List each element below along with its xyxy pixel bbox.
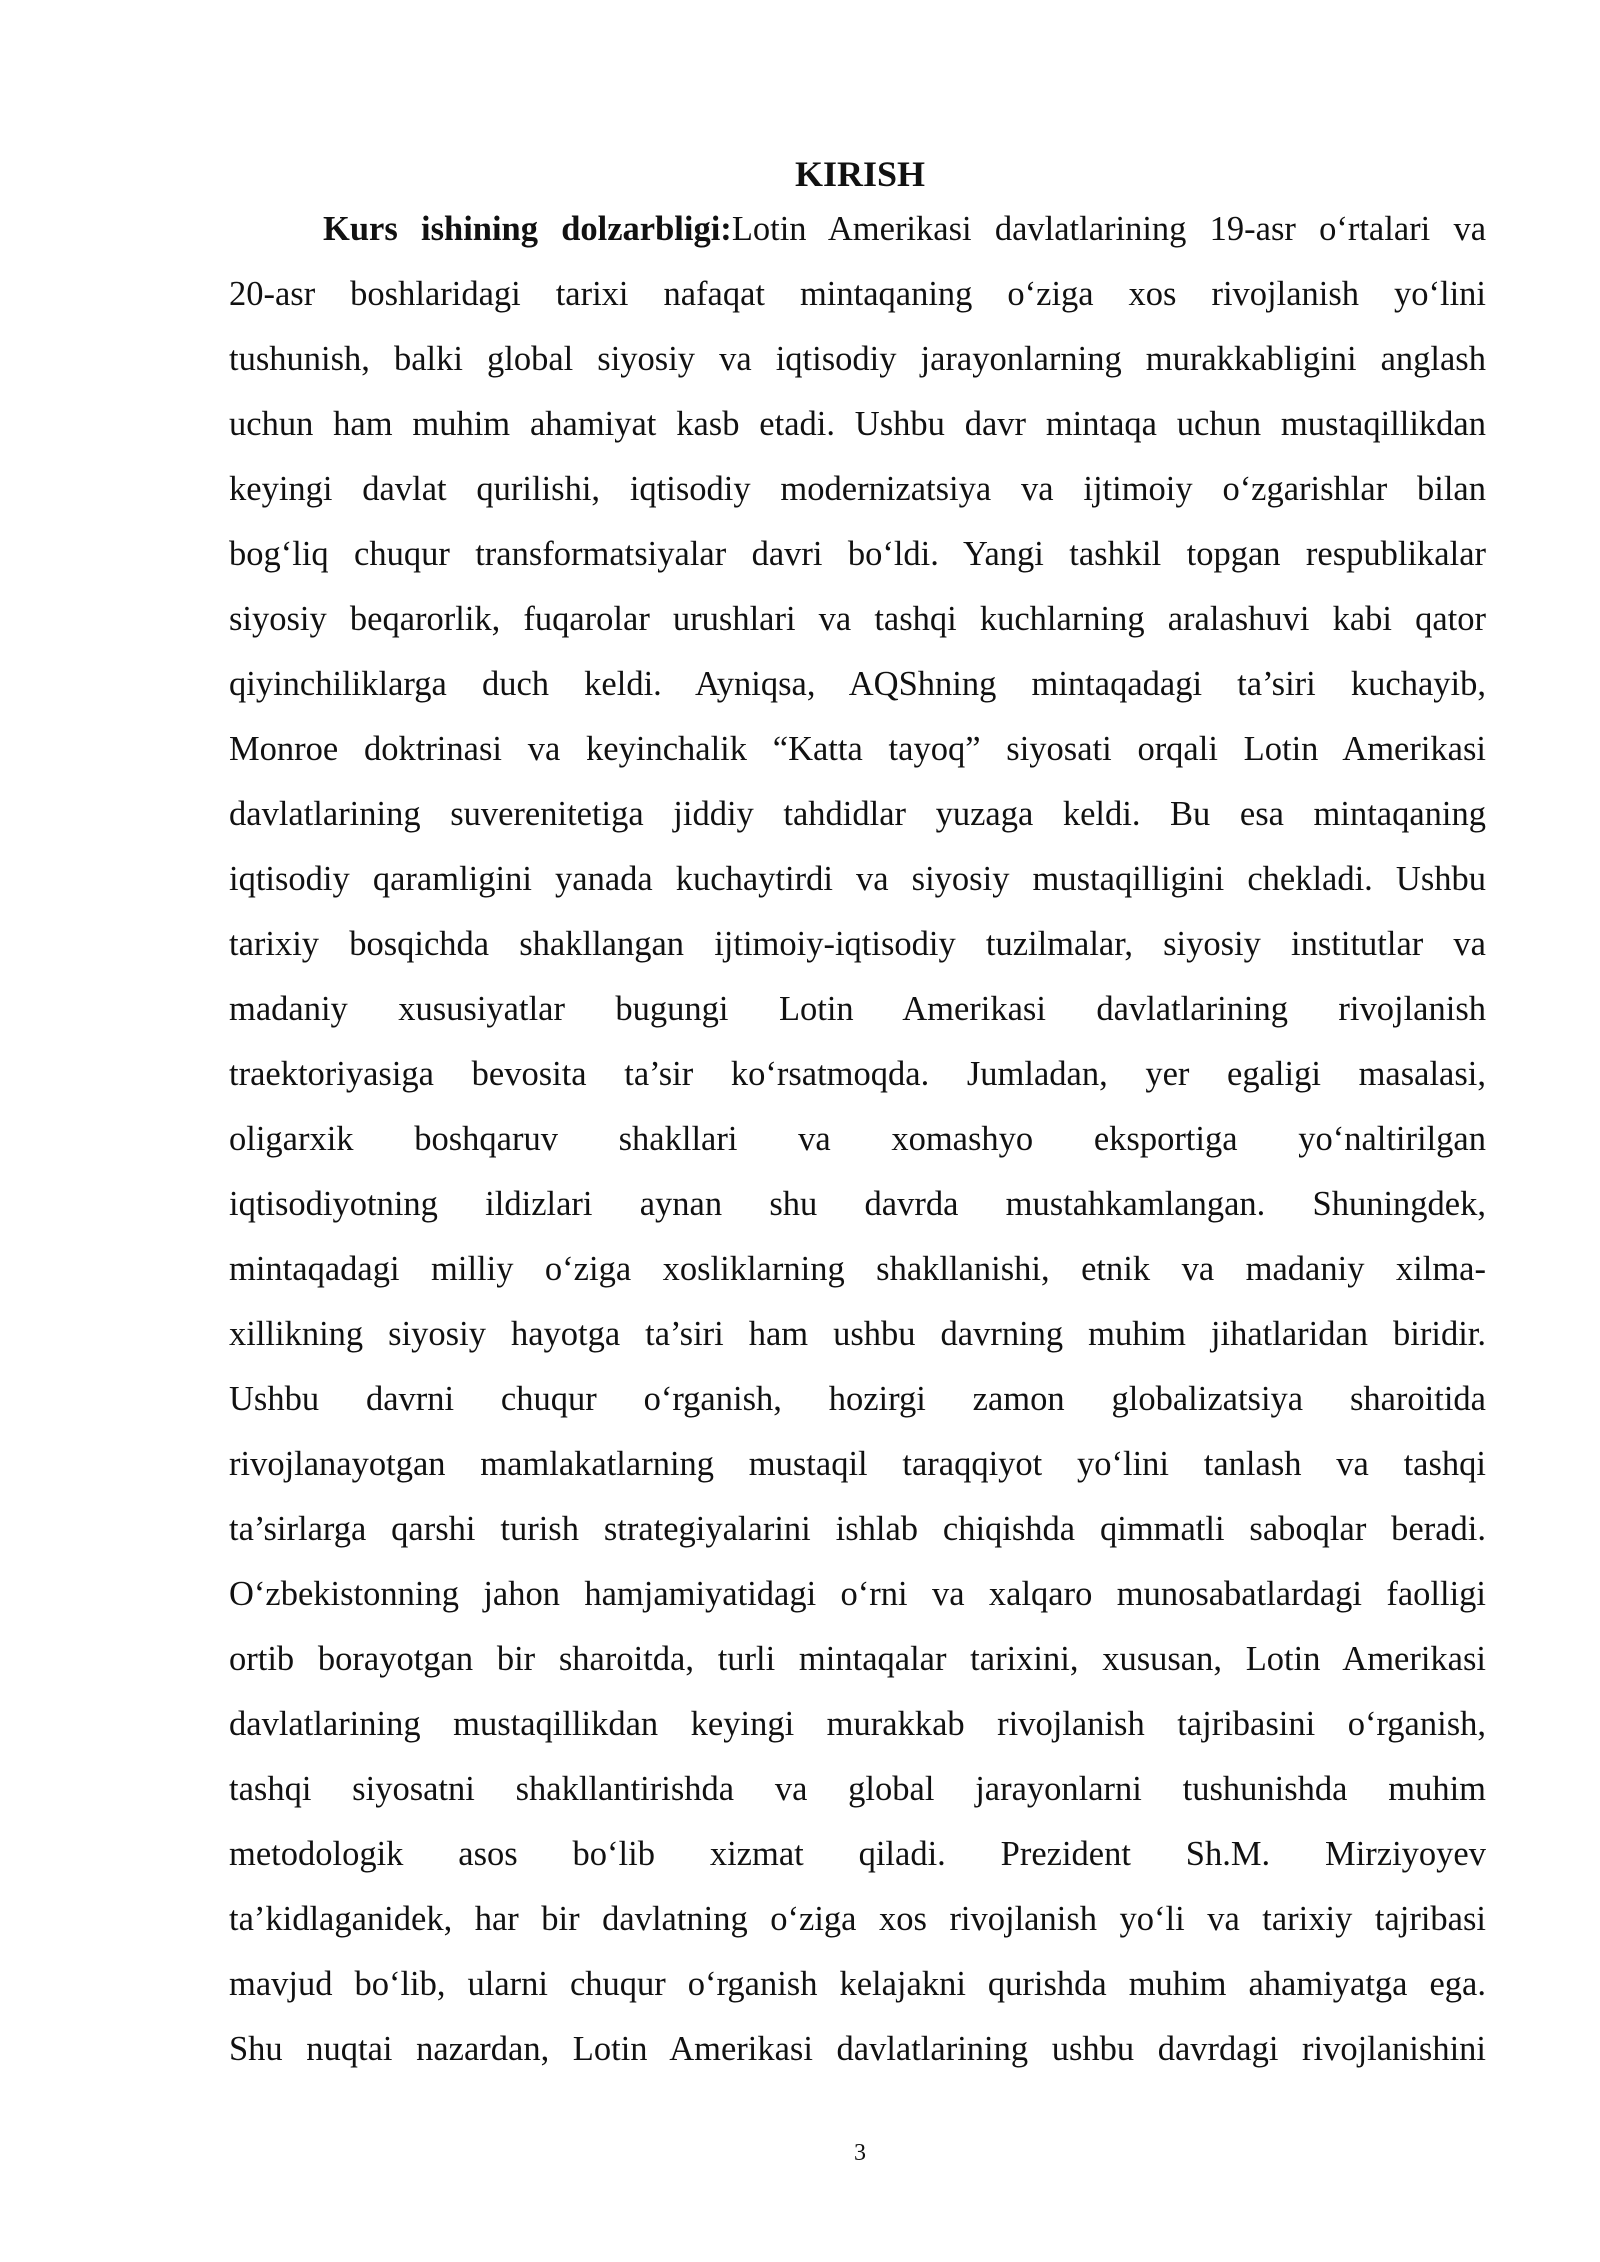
paragraph-line: O‘zbekistonning jahon hamjamiyatidagi o‘rni va xalqaro munosabatlardagi faolligi xyxy=(229,1575,1486,1613)
paragraph-line: Shu nuqtai nazardan, Lotin Amerikasi davlatlarining ushbu davrdagi rivojlanishini xyxy=(229,2030,1486,2068)
paragraph-line: ta’kidlaganidek, har bir davlatning o‘ziga xos rivojlanish yo‘li va tarixiy tajribasi xyxy=(229,1900,1486,1938)
paragraph-line: metodologik asos bo‘lib xizmat qiladi. Prezident Sh.M. Mirziyoyev xyxy=(229,1835,1486,1873)
paragraph-line: uchun ham muhim ahamiyat kasb etadi. Ushbu davr mintaqa uchun mustaqillikdan xyxy=(229,405,1486,443)
paragraph-line: 20-asr boshlaridagi tarixi nafaqat mintaqaning o‘ziga xos rivojlanish yo‘lini xyxy=(229,275,1486,313)
paragraph-line: tushunish, balki global siyosiy va iqtisodiy jarayonlarning murakkabligini anglash xyxy=(229,340,1486,378)
paragraph-line: siyosiy beqarorlik, fuqarolar urushlari va tashqi kuchlarning aralashuvi kabi qator xyxy=(229,600,1486,638)
paragraph-line: mintaqadagi milliy o‘ziga xosliklarning shakllanishi, etnik va madaniy xilma- xyxy=(229,1250,1486,1288)
paragraph-line: xillikning siyosiy hayotga ta’siri ham ushbu davrning muhim jihatlaridan biridir. xyxy=(229,1315,1486,1353)
paragraph-line-text: Lotin Amerikasi davlatlarining 19-asr o‘rtalari va xyxy=(731,210,1487,248)
section-lead-label: Kurs ishining dolzarbligi: xyxy=(323,210,732,248)
body-paragraph xyxy=(229,197,1486,2082)
paragraph-line: ta’sirlarga qarshi turish strategiyalarini ishlab chiqishda qimmatli saboqlar beradi. xyxy=(229,1510,1486,1548)
page-title: KIRISH xyxy=(794,154,926,194)
paragraph-line xyxy=(229,197,1486,262)
paragraph-line: iqtisodiyotning ildizlari aynan shu davrda mustahkamlangan. Shuningdek, xyxy=(229,1185,1486,1223)
paragraph-line: ortib borayotgan bir sharoitda, turli mintaqalar tarixini, xususan, Lotin Amerikasi xyxy=(229,1640,1486,1678)
paragraph-line: davlatlarining mustaqillikdan keyingi murakkab rivojlanish tajribasini o‘rganish, xyxy=(229,1705,1486,1743)
paragraph-line: traektoriyasiga bevosita ta’sir ko‘rsatmoqda. Jumladan, yer egaligi masalasi, xyxy=(229,1055,1486,1093)
paragraph-line: mavjud bo‘lib, ularni chuqur o‘rganish kelajakni qurishda muhim ahamiyatga ega. xyxy=(229,1965,1486,2003)
paragraph-line: oligarxik boshqaruv shakllari va xomashyo eksportiga yo‘naltirilgan xyxy=(229,1120,1486,1158)
paragraph-line: bog‘liq chuqur transformatsiyalar davri bo‘ldi. Yangi tashkil topgan respublikalar xyxy=(229,535,1486,573)
paragraph-line: rivojlanayotgan mamlakatlarning mustaqil taraqqiyot yo‘lini tanlash va tashqi xyxy=(229,1445,1486,1483)
paragraph-line: keyingi davlat qurilishi, iqtisodiy modernizatsiya va ijtimoiy o‘zgarishlar bilan xyxy=(229,470,1486,508)
page-number: 3 xyxy=(854,2140,866,2166)
paragraph-line: davlatlarining suverenitetiga jiddiy tahdidlar yuzaga keldi. Bu esa mintaqaning xyxy=(229,795,1486,833)
paragraph-line: Ushbu davrni chuqur o‘rganish, hozirgi zamon globalizatsiya sharoitida xyxy=(229,1380,1486,1418)
paragraph-line: tarixiy bosqichda shakllangan ijtimoiy-iqtisodiy tuzilmalar, siyosiy institutlar va xyxy=(229,925,1486,963)
paragraph-line: madaniy xususiyatlar bugungi Lotin Amerikasi davlatlarining rivojlanish xyxy=(229,990,1486,1028)
paragraph-line: qiyinchiliklarga duch keldi. Ayniqsa, AQShning mintaqadagi ta’siri kuchayib, xyxy=(229,665,1486,703)
paragraph-line: tashqi siyosatni shakllantirishda va global jarayonlarni tushunishda muhim xyxy=(229,1770,1486,1808)
paragraph-line: iqtisodiy qaramligini yanada kuchaytirdi va siyosiy mustaqilligini chekladi. Ushbu xyxy=(229,860,1486,898)
paragraph-line: Monroe doktrinasi va keyinchalik “Katta tayoq” siyosati orqali Lotin Amerikasi xyxy=(229,730,1486,768)
